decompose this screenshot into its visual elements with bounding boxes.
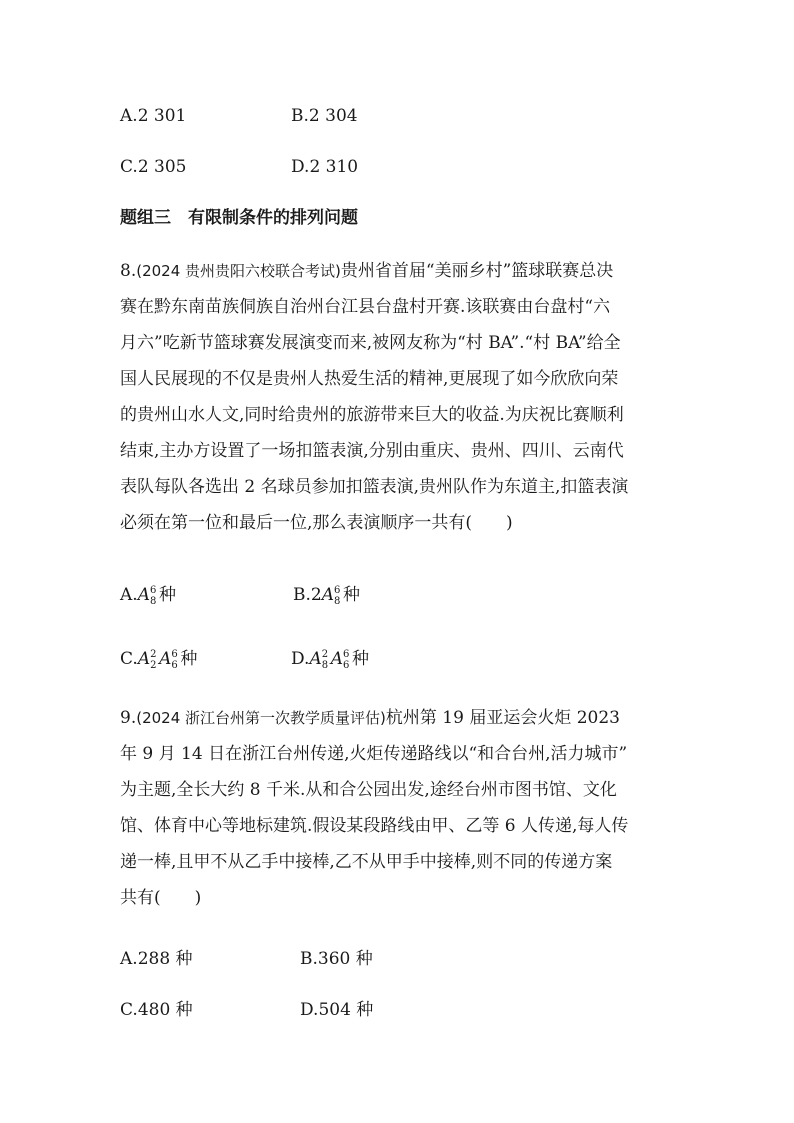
q9-option-b [300,947,373,971]
unit: 种 [343,585,361,605]
question-number: 9. [120,708,137,728]
q7-option-c [120,155,186,179]
q8-line-1 [120,259,613,283]
question-text: 贵州省首届“美丽乡村”篮球联赛总决 [340,261,614,281]
q8-option-a [120,583,176,607]
q8-line-7: 表队每队各选出 2 名球员参加扣篮表演,贵州队作为东道主,扣篮表演 [120,477,629,497]
q8-option-b [293,583,360,607]
q9-line-4: 馆、体育中心等地标建筑.假设某段路线由甲、乙等 6 人传递,每人传 [120,816,629,836]
perm-indices [334,585,342,607]
q8-option-d [291,647,369,671]
perm-symbol: A [159,649,172,669]
perm-indices [150,649,158,671]
coefficient: 2 [310,585,322,605]
perm-sup: 2 [150,648,157,660]
q8-line-8: 必须在第一位和最后一位,那么表演顺序一共有( ) [120,513,513,533]
perm-indices [343,649,351,671]
option-letter: B. [291,106,309,126]
perm-sub: 8 [334,595,341,607]
option-text: 2 305 [137,157,187,177]
unit: 种 [180,649,198,669]
perm-indices [322,649,330,671]
q8-line-5: 的贵州山水人文,同时给贵州的旅游带来巨大的收益.为庆祝比赛顺利 [120,405,624,425]
option-text: 360 种 [317,949,373,969]
perm-sup: 6 [343,648,350,660]
unit: 种 [158,585,176,605]
option-letter: B. [300,949,318,969]
q9-line-5: 递一棒,且甲不从乙手中接棒,乙不从甲手中接棒,则不同的传递方案 [120,852,613,872]
option-text: 2 310 [309,157,359,177]
question-source: (2024 贵州贵阳六校联合考试) [136,262,341,280]
question-source: (2024 浙江台州第一次教学质量评估) [136,709,386,727]
option-letter: A. [120,949,138,969]
q8-line-6: 结束,主办方设置了一场扣篮表演,分别由重庆、贵州、四川、云南代 [120,441,624,461]
perm-sup: 2 [321,648,329,660]
perm-indices [171,649,179,671]
q9-line-6: 共有( ) [120,888,202,908]
unit: 种 [352,649,369,669]
q9-line-1 [120,706,620,730]
q9-option-a [120,947,193,971]
q7-option-d [291,155,358,179]
option-text: 480 种 [137,1000,193,1020]
option-letter: D. [291,649,310,669]
option-letter: A. [120,585,138,605]
q8-option-c [120,647,197,671]
option-letter: D. [291,157,310,177]
perm-sub: 2 [150,659,157,671]
q9-line-2: 年 9 月 14 日在浙江台州传递,火炬传递路线以“和合台州,活力城市” [120,744,628,764]
option-letter: C. [120,649,138,669]
option-letter: C. [120,1000,138,1020]
perm-sup: 6 [149,584,157,596]
q8-line-4: 国人民展现的不仅是贵州人热爱生活的精神,更展现了如今欣欣向荣 [120,369,619,389]
option-letter: A. [120,106,138,126]
option-letter: D. [300,1000,319,1020]
q7-option-b [291,104,358,128]
option-text: 2 304 [308,106,358,126]
perm-symbol: A [330,649,343,669]
perm-symbol: A [309,649,322,669]
perm-sup: 6 [171,648,178,660]
q9-option-c [120,998,193,1022]
option-text: 288 种 [137,949,193,969]
perm-sub: 8 [149,595,157,607]
section-title: 题组三 有限制条件的排列问题 [120,208,358,228]
perm-sub: 6 [171,659,178,671]
option-letter: B. [293,585,311,605]
option-letter: C. [120,157,138,177]
question-text: 杭州第 19 届亚运会火炬 2023 [385,708,620,728]
q9-option-d [300,998,373,1022]
question-number: 8. [120,261,137,281]
perm-symbol: A [137,649,151,669]
q8-line-3: 月六”吃新节篮球赛发展演变而来,被网友称为“村 BA”.“村 BA”给全 [120,333,621,353]
perm-sub: 6 [343,659,350,671]
perm-sup: 6 [334,584,341,596]
option-text: 2 301 [137,106,187,126]
q9-line-3: 为主题,全长大约 8 千米.从和合公园出发,途经台州市图书馆、文化 [120,780,617,800]
perm-symbol: A [137,585,150,605]
q8-line-2: 赛在黔东南苗族侗族自治州台江县台盘村开赛.该联赛由台盘村“六 [120,297,611,317]
option-text: 504 种 [318,1000,374,1020]
perm-symbol: A [321,585,335,605]
perm-sub: 8 [321,659,329,671]
q7-option-a [120,104,186,128]
perm-indices [150,585,158,607]
